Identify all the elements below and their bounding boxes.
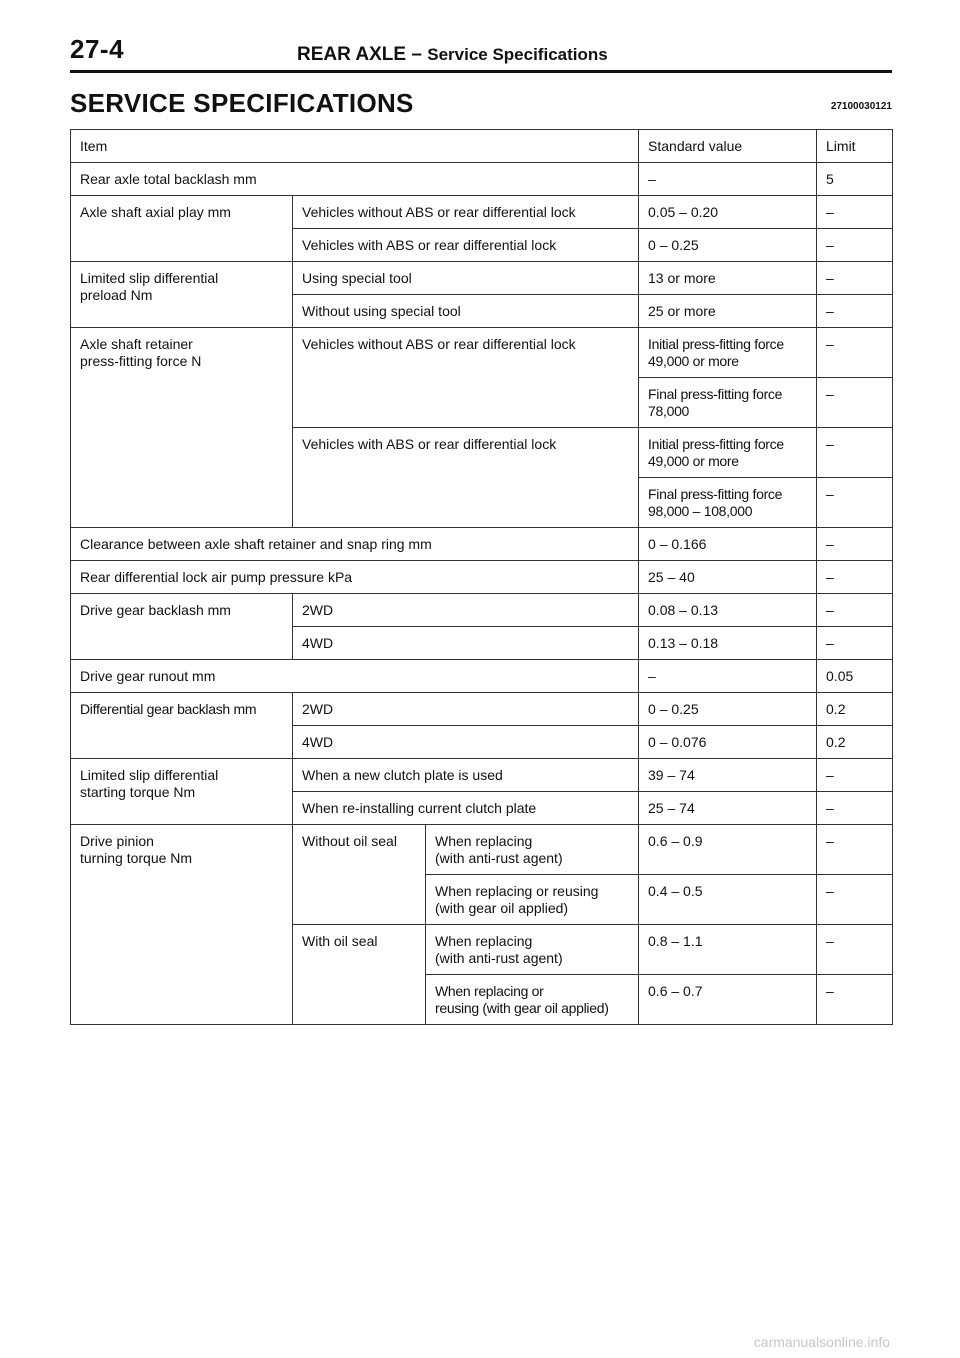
limit-cell: – bbox=[817, 295, 893, 328]
table-row bbox=[71, 196, 893, 229]
sub-condition-cell bbox=[426, 925, 639, 975]
item-cell bbox=[71, 825, 293, 1025]
standard-cell: 0.05 – 0.20 bbox=[639, 196, 817, 229]
chapter-title: REAR AXLE bbox=[297, 44, 407, 65]
standard-cell: 13 or more bbox=[639, 262, 817, 295]
item-line: Limited slip differential bbox=[80, 767, 219, 783]
condition-cell: Vehicles without ABS or rear differential lock bbox=[293, 328, 639, 428]
standard-line: 49,000 or more bbox=[648, 453, 739, 469]
section-name: Service Specifications bbox=[427, 45, 608, 64]
standard-line: Initial press-fitting force bbox=[648, 336, 784, 352]
standard-cell bbox=[639, 428, 817, 478]
service-specifications-table bbox=[70, 129, 893, 1025]
standard-cell: 0.4 – 0.5 bbox=[639, 875, 817, 925]
limit-cell: 0.05 bbox=[817, 660, 893, 693]
standard-line: 98,000 – 108,000 bbox=[648, 503, 753, 519]
limit-cell: – bbox=[817, 378, 893, 428]
header-separator: – bbox=[411, 44, 422, 65]
table-row bbox=[71, 328, 893, 378]
limit-cell: – bbox=[817, 478, 893, 528]
limit-cell: – bbox=[817, 229, 893, 262]
table-row bbox=[71, 660, 893, 693]
table-row bbox=[71, 693, 893, 726]
condition-cell: Using special tool bbox=[293, 262, 639, 295]
item-line: starting torque Nm bbox=[80, 784, 196, 800]
sub-condition-line: (with gear oil applied) bbox=[435, 900, 569, 916]
standard-cell: 0.13 – 0.18 bbox=[639, 627, 817, 660]
sub-condition-cell bbox=[426, 875, 639, 925]
standard-cell: 0 – 0.166 bbox=[639, 528, 817, 561]
item-cell: Rear axle total backlash mm bbox=[71, 163, 639, 196]
table-row bbox=[71, 759, 893, 792]
item-cell: Rear differential lock air pump pressure kPa bbox=[71, 561, 639, 594]
standard-cell bbox=[639, 378, 817, 428]
item-cell bbox=[71, 262, 293, 328]
table-header-row bbox=[71, 130, 893, 163]
item-line: press-fitting force N bbox=[80, 353, 202, 369]
limit-cell: – bbox=[817, 528, 893, 561]
item-cell: Clearance between axle shaft retainer and snap ring mm bbox=[71, 528, 639, 561]
condition-cell: With oil seal bbox=[293, 925, 426, 1025]
item-line: Axle shaft retainer bbox=[80, 336, 193, 352]
standard-line: Final press-fitting force bbox=[648, 386, 783, 402]
page-number: 27-4 bbox=[70, 34, 125, 64]
condition-cell: Vehicles without ABS or rear differential lock bbox=[293, 196, 639, 229]
limit-cell: – bbox=[817, 196, 893, 229]
item-cell: Differential gear backlash mm bbox=[71, 693, 293, 759]
limit-cell: – bbox=[817, 594, 893, 627]
limit-cell: – bbox=[817, 875, 893, 925]
section-title: SERVICE SPECIFICATIONS bbox=[70, 88, 414, 118]
item-line: Drive pinion bbox=[80, 833, 154, 849]
standard-line: Initial press-fitting force bbox=[648, 436, 784, 452]
limit-cell: – bbox=[817, 759, 893, 792]
header-rule bbox=[70, 70, 892, 73]
condition-cell: 2WD bbox=[293, 594, 639, 627]
standard-cell: 39 – 74 bbox=[639, 759, 817, 792]
limit-cell: – bbox=[817, 561, 893, 594]
condition-cell: 4WD bbox=[293, 726, 639, 759]
limit-cell: – bbox=[817, 825, 893, 875]
limit-cell: 0.2 bbox=[817, 726, 893, 759]
standard-line: 78,000 bbox=[648, 403, 690, 419]
document-code: 27100030121 bbox=[830, 101, 892, 112]
table-row bbox=[71, 825, 893, 875]
standard-cell bbox=[639, 478, 817, 528]
standard-cell: 25 – 74 bbox=[639, 792, 817, 825]
header-limit: Limit bbox=[817, 130, 893, 163]
limit-cell: 5 bbox=[817, 163, 893, 196]
condition-cell: 4WD bbox=[293, 627, 639, 660]
sub-condition-line: When replacing or reusing bbox=[435, 883, 599, 899]
limit-cell: – bbox=[817, 792, 893, 825]
watermark-text: carmanualsonline.info bbox=[753, 1334, 890, 1350]
limit-cell: – bbox=[817, 627, 893, 660]
standard-cell: 0.08 – 0.13 bbox=[639, 594, 817, 627]
item-cell: Drive gear backlash mm bbox=[71, 594, 293, 660]
standard-cell: – bbox=[639, 163, 817, 196]
condition-cell: Without using special tool bbox=[293, 295, 639, 328]
item-line: preload Nm bbox=[80, 287, 153, 303]
item-cell bbox=[71, 759, 293, 825]
condition-cell: Vehicles with ABS or rear differential lock bbox=[293, 229, 639, 262]
condition-cell: Vehicles with ABS or rear differential lock bbox=[293, 428, 639, 528]
standard-cell: 25 – 40 bbox=[639, 561, 817, 594]
sub-condition-cell bbox=[426, 975, 639, 1025]
sub-condition-line: reusing (with gear oil applied) bbox=[435, 1000, 609, 1016]
sub-condition-cell bbox=[426, 825, 639, 875]
limit-cell: – bbox=[817, 428, 893, 478]
table-row bbox=[71, 163, 893, 196]
standard-line: 49,000 or more bbox=[648, 353, 739, 369]
limit-cell: 0.2 bbox=[817, 693, 893, 726]
standard-cell: – bbox=[639, 660, 817, 693]
condition-cell: Without oil seal bbox=[293, 825, 426, 925]
item-cell: Drive gear runout mm bbox=[71, 660, 639, 693]
standard-cell: 0.6 – 0.9 bbox=[639, 825, 817, 875]
item-line: turning torque Nm bbox=[80, 850, 193, 866]
limit-cell: – bbox=[817, 262, 893, 295]
limit-cell: – bbox=[817, 925, 893, 975]
sub-condition-line: When replacing bbox=[435, 833, 533, 849]
sub-condition-line: When replacing bbox=[435, 933, 533, 949]
condition-cell: When re-installing current clutch plate bbox=[293, 792, 639, 825]
table-row bbox=[71, 262, 893, 295]
item-line: Limited slip differential bbox=[80, 270, 219, 286]
standard-line: Final press-fitting force bbox=[648, 486, 783, 502]
standard-cell bbox=[639, 328, 817, 378]
sub-condition-line: (with anti-rust agent) bbox=[435, 950, 563, 966]
header-item: Item bbox=[71, 130, 639, 163]
standard-cell: 0 – 0.25 bbox=[639, 693, 817, 726]
header-standard-value: Standard value bbox=[639, 130, 817, 163]
table-row bbox=[71, 594, 893, 627]
standard-cell: 0 – 0.25 bbox=[639, 229, 817, 262]
limit-cell: – bbox=[817, 328, 893, 378]
standard-cell: 0.6 – 0.7 bbox=[639, 975, 817, 1025]
item-cell bbox=[71, 328, 293, 528]
table-row bbox=[71, 528, 893, 561]
sub-condition-line: (with anti-rust agent) bbox=[435, 850, 563, 866]
standard-cell: 0.8 – 1.1 bbox=[639, 925, 817, 975]
sub-condition-line: When replacing or bbox=[435, 983, 544, 999]
standard-cell: 0 – 0.076 bbox=[639, 726, 817, 759]
condition-cell: When a new clutch plate is used bbox=[293, 759, 639, 792]
running-header bbox=[297, 44, 608, 66]
table-row bbox=[71, 561, 893, 594]
standard-cell: 25 or more bbox=[639, 295, 817, 328]
condition-cell: 2WD bbox=[293, 693, 639, 726]
limit-cell: – bbox=[817, 975, 893, 1025]
item-cell: Axle shaft axial play mm bbox=[71, 196, 293, 262]
